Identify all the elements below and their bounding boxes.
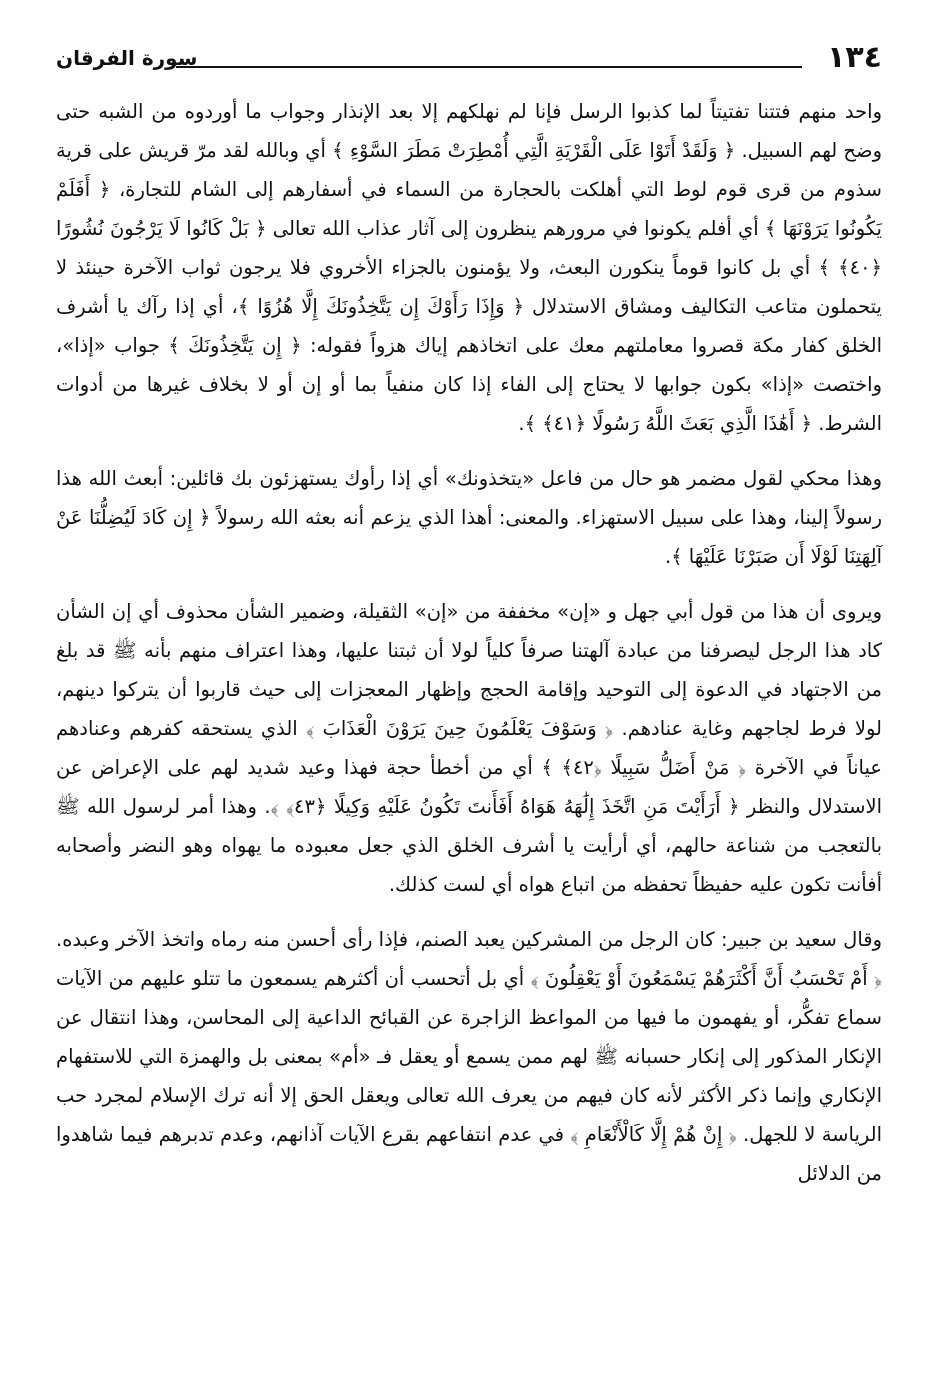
paragraph-4: وقال سعيد بن جبير: كان الرجل من المشركين يعبد الصنم، فإذا رأى أحسن منه رماه واتخذ الآخر وعبده. ﴿ أَمْ تَحْسَبُ أَنَّ أَكْثَرَهُمْ يَسْمَعُونَ أَوْ يَعْقِلُونَ ﴾ أي بل أتحسب أن أكثرهم يسمعون ما تتلو عليهم من الآيات سماع تفكُّر، أو يفهمون ما فيها من المواعظ الزاجرة عن القبائح الداعية إلى المحاسن، وهذا انتقال عن الإنكار المذكور إلى إنكار حسبانه ﷺ لهم ممن يسمع أو يعقل فـ «أم» بمعنى بل والهمزة التي للاستفهام الإنكاري وإنما ذكر الأكثر لأنه كان فيهم من يعرف الله تعالى ويعقل الحق إلا أنه ترك الإسلام لمجرد حب الرياسة لا للجهل. ﴿ إِنْ هُمْ إِلَّا كَالْأَنْعَامِ ﴾ في عدم انتفاعهم بقرع الآيات آذانهم، وعدم تدبرهم فيما شاهدوا من الدلائل	[56, 928, 882, 1185]
paragraph-3: ويروى أن هذا من قول أبي جهل و «إن» مخففة من «إن» الثقيلة، وضمير الشأن محذوف أي إن الشأن كاد هذا الرجل ليصرفنا من عبادة آلهتنا صرفاً كلياً لولا أن ثبتنا عليها، وهذا اعتراف منهم بأنه ﷺ قد بلغ من الاجتهاد في الدعوة إلى التوحيد وإقامة الحجج وإظهار المعجزات إلى حيث قاربوا أن يتركوا دينهم، لولا فرط لجاجهم وغاية عنادهم. ﴿ وَسَوْفَ يَعْلَمُونَ حِينَ يَرَوْنَ الْعَذَابَ ﴾ الذي يستحقه كفرهم وعنادهم عياناً في الآخرة ﴿ مَنْ أَضَلُّ سَبِيلًا ﴿٤٢﴾ ﴾ أي من أخطأ حجة فهذا وعيد شديد لهم على الإعراض عن الاستدلال والنظر ﴿ أَرَأَيْتَ مَنِ اتَّخَذَ إِلَٰهَهُ هَوَاهُ أَفَأَنتَ تَكُونُ عَلَيْهِ وَكِيلًا ﴿٤٣﴾ ﴾. وهذا أمر لرسول الله ﷺ بالتعجب من شناعة حالهم، أي أرأيت يا أشرف الخلق الذي جعل معبوده ما يهواه وهو النضر وأصحابه أفأنت تكون عليه حفيظاً تحفظه من اتباع هواه أي لست كذلك.	[56, 600, 882, 896]
page-header	[56, 40, 882, 80]
paragraph-1: واحد منهم فتتنا تفتيتاً لما كذبوا الرسل فإنا لم نهلكهم إلا بعد الإنذار وجواب ما أوردوه من الشبه حتى وضح لهم السبيل. ﴿ وَلَقَدْ أَتَوْا عَلَى الْقَرْيَةِ الَّتِي أُمْطِرَتْ مَطَرَ السَّوْءِ ﴾ أي وبالله لقد مرّ قريش على قرية سذوم من قرى قوم لوط التي أهلكت بالحجارة من السماء في أسفارهم إلى الشام للتجارة، ﴿ أَفَلَمْ يَكُونُوا يَرَوْنَهَا ﴾ أي أفلم يكونوا في مرورهم ينظرون إلى آثار عذاب الله تعالى ﴿ بَلْ كَانُوا لَا يَرْجُونَ نُشُورًا ﴿٤٠﴾ ﴾ أي بل كانوا قوماً ينكورن البعث، ولا يؤمنون بالجزاء الأخروي فلا يرجون ثواب الآخرة حينئذ لا يتحملون متاعب التكاليف ومشاق الاستدلال ﴿ وَإِذَا رَأَوْكَ إِن يَتَّخِذُونَكَ إِلَّا هُزُوًا ﴾، أي إذا رآك يا أشرف الخلق كفار مكة قصروا معاملتهم معك على اتخاذهم إياك هزواً فقوله: ﴿ إِن يَتَّخِذُونَكَ ﴾ جواب «إذا»، واختصت «إذا» بكون جوابها لا يحتاج إلى الفاء إذا كان منفياً بما أو إن أو لا بخلاف غيرها من أدوات الشرط. ﴿ أَهَٰذَا الَّذِي بَعَثَ اللَّهُ رَسُولًا ﴿٤١﴾ ﴾.	[56, 100, 882, 435]
page-number: ١٣٤	[827, 40, 882, 75]
surah-title: سورة الفرقان	[56, 46, 198, 70]
header-divider	[176, 66, 802, 68]
page-body	[56, 92, 882, 1193]
paragraph-2: وهذا محكي لقول مضمر هو حال من فاعل «يتخذونك» أي إذا رأوك يستهزئون بك قائلين: أبعث الله هذا رسولاً إلينا، وهذا على سبيل الاستهزاء. والمعنى: أهذا الذي يزعم أنه بعثه الله رسولاً ﴿ إِن كَادَ لَيُضِلُّنَا عَنْ آلِهَتِنَا لَوْلَا أَن صَبَرْنَا عَلَيْهَا ﴾.	[56, 467, 882, 568]
